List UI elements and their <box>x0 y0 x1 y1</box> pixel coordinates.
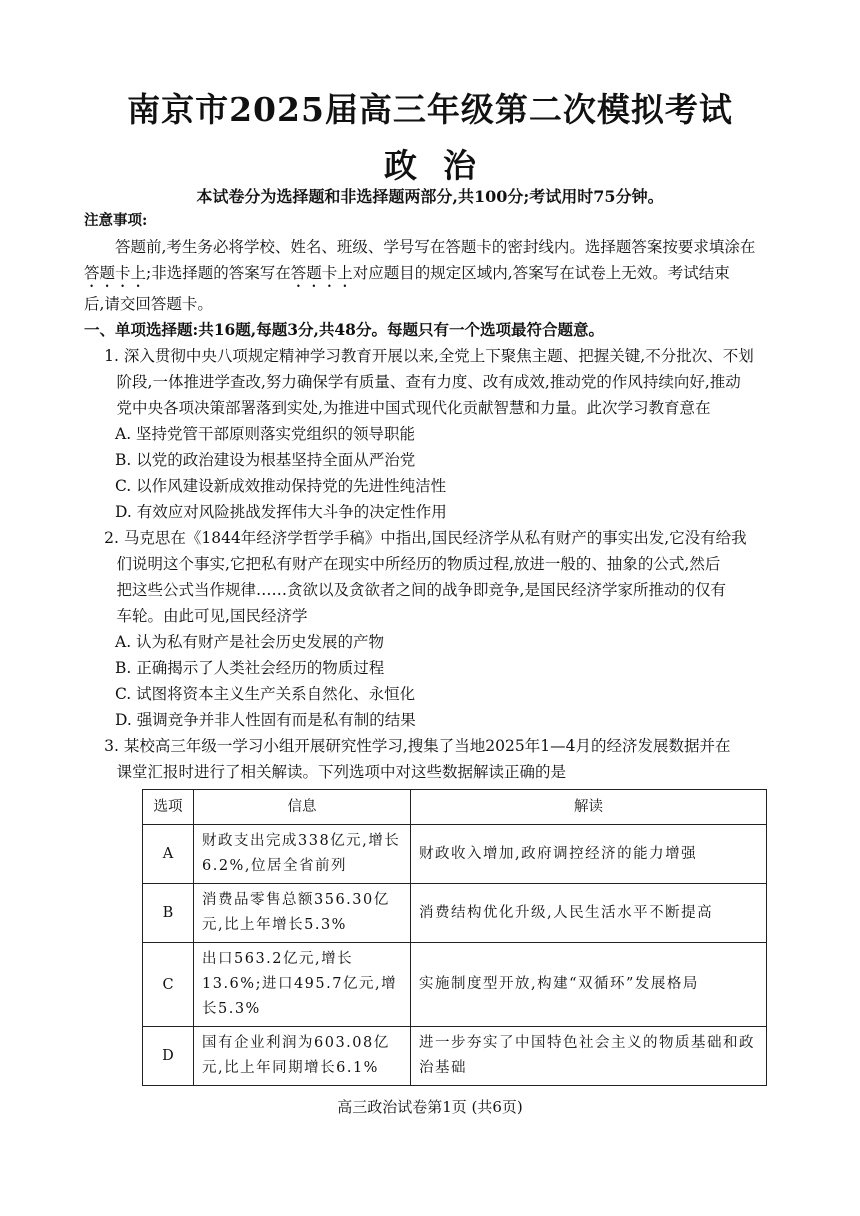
table-cell-info: 财政支出完成338亿元,增长6.2%,位居全省前列 <box>194 825 411 884</box>
subject-title: 政治 <box>384 146 502 185</box>
question-1 <box>84 343 790 525</box>
question-1-stem-line-2: 阶段,一体推进学查改,努力确保学有质量、查有力度、改有成效,推动党的作风持续向好,推动 <box>116 373 741 391</box>
notice-line-1: 答题前,考生务必将学校、姓名、班级、学号写在答题卡的密封线内。选择题答案按要求填涂在 <box>115 238 756 256</box>
table-cell-option: A <box>143 825 194 884</box>
table-cell-interpretation: 进一步夯实了中国特色社会主义的物质基础和政治基础 <box>411 1027 767 1086</box>
table-header-interpretation: 解读 <box>411 790 767 825</box>
question-2-stem-line-1: 2. 马克思在《1844年经济学哲学手稿》中指出,国民经济学从私有财产的事实出发,它没有给我 <box>104 529 747 547</box>
question-2-option-b: B. 正确揭示了人类社会经历的物质过程 <box>115 659 385 677</box>
emphasis-answer-card-2: 答题卡上 <box>290 264 353 282</box>
table-cell-interpretation: 财政收入增加,政府调控经济的能力增强 <box>411 825 767 884</box>
table-cell-option: B <box>143 884 194 943</box>
table-row <box>143 884 767 943</box>
question-1-stem-line-1: 1. 深入贯彻中央八项规定精神学习教育开展以来,全党上下聚焦主题、把握关键,不分批次、不划 <box>104 347 754 365</box>
question-1-option-a: A. 坚持党管干部原则落实党组织的领导职能 <box>115 425 416 443</box>
table-header-row <box>143 790 767 825</box>
notice-title: 注意事项: <box>84 212 148 229</box>
question-1-option-d: D. 有效应对风险挑战发挥伟大斗争的决定性作用 <box>115 503 447 521</box>
question-2-option-d: D. 强调竞争并非人性固有而是私有制的结果 <box>115 711 416 729</box>
table-header-info: 信息 <box>194 790 411 825</box>
question-1-option-b: B. 以党的政治建设为根基坚持全面从严治党 <box>115 451 416 469</box>
page-footer: 高三政治试卷第1页 (共6页) <box>337 1098 523 1116</box>
question-3-stem-line-1: 3. 某校高三年级一学习小组开展研究性学习,搜集了当地2025年1—4月的经济发展数据并在 <box>104 737 731 755</box>
exam-title: 南京市2025届高三年级第二次模拟考试 <box>127 90 733 129</box>
question-2-stem-line-2: 们说明这个事实,它把私有财产在现实中所经历的物质过程,放进一般的、抽象的公式,然后 <box>116 555 721 573</box>
question-2 <box>84 525 790 733</box>
table-cell-interpretation: 实施制度型开放,构建“双循环”发展格局 <box>411 943 767 1027</box>
question-1-option-c: C. 以作风建设新成效推动保持党的先进性纯洁性 <box>115 477 447 495</box>
question-2-option-a: A. 认为私有财产是社会历史发展的产物 <box>115 633 385 651</box>
table-cell-info: 出口563.2亿元,增长13.6%;进口495.7亿元,增长5.3% <box>194 943 411 1027</box>
exam-body <box>84 208 790 1086</box>
table-cell-option: D <box>143 1027 194 1086</box>
question-3 <box>84 733 790 1086</box>
notice-line-2-mid: ;非选择题的答案写在 <box>146 264 291 282</box>
question-3-stem-line-2: 课堂汇报时进行了相关解读。下列选项中对这些数据解读正确的是 <box>116 763 567 781</box>
table-row <box>143 825 767 884</box>
section-heading: 一、单项选择题:共16题,每题3分,共48分。每题只有一个选项最符合题意。 <box>84 320 604 339</box>
question-2-stem-line-4: 车轮。由此可见,国民经济学 <box>116 607 308 625</box>
table-row <box>143 1027 767 1086</box>
emphasis-answer-card-1: 答题卡上 <box>84 264 147 282</box>
table-cell-info: 国有企业利润为603.08亿元,比上年同期增长6.1% <box>194 1027 411 1086</box>
question-3-table <box>142 789 767 1086</box>
notice-line-3: 后,请交回答题卡。 <box>84 295 213 313</box>
table-header-option: 选项 <box>143 790 194 825</box>
table-cell-info: 消费品零售总额356.30亿元,比上年增长5.3% <box>194 884 411 943</box>
table-cell-option: C <box>143 943 194 1027</box>
notice-line-2-rest: 对应题目的规定区域内,答案写在试卷上无效。考试结束 <box>352 264 730 282</box>
table-cell-interpretation: 消费结构优化升级,人民生活水平不断提高 <box>411 884 767 943</box>
question-2-stem-line-3: 把这些公式当作规律……贪欲以及贪欲者之间的战争即竞争,是国民经济学家所推动的仅有 <box>116 581 726 599</box>
exam-summary: 本试卷分为选择题和非选择题两部分,共100分;考试用时75分钟。 <box>196 187 664 206</box>
table-row <box>143 943 767 1027</box>
question-1-stem-line-3: 党中央各项决策部署落到实处,为推进中国式现代化贡献智慧和力量。此次学习教育意在 <box>116 399 711 417</box>
notice-line-2 <box>84 260 790 291</box>
question-2-option-c: C. 试图将资本主义生产关系自然化、永恒化 <box>115 685 416 703</box>
